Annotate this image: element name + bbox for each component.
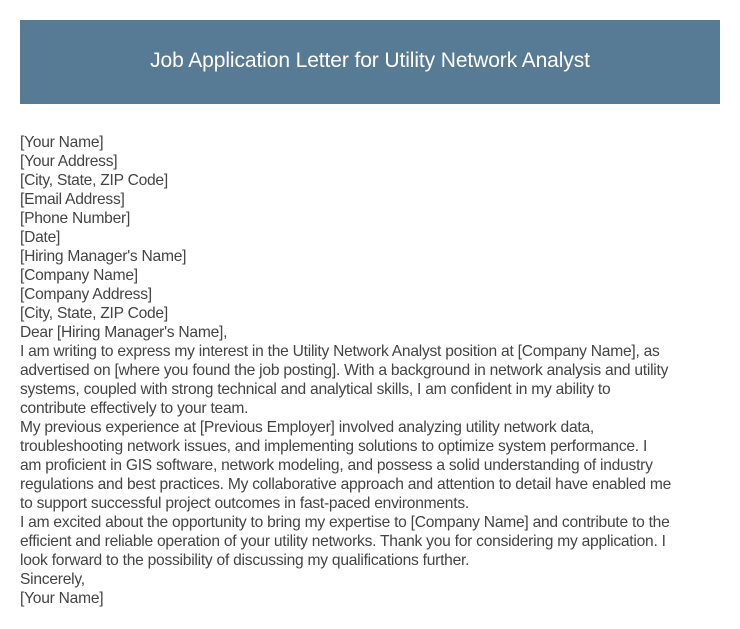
sender-email: [Email Address]: [20, 191, 125, 208]
page-header: [20, 20, 720, 104]
sender-city-state-zip: [City, State, ZIP Code]: [20, 172, 168, 189]
sender-name: [Your Name]: [20, 134, 104, 151]
paragraph-line: troubleshooting network issues, and implementing solutions to optimize system performance. I: [20, 438, 648, 455]
paragraph-line: advertised on [where you found the job posting]. With a background in network analysis and utility: [20, 362, 669, 379]
paragraph-line: My previous experience at [Previous Employer] involved analyzing utility network data,: [20, 419, 594, 436]
paragraph-line: I am excited about the opportunity to bring my expertise to [Company Name] and contribute to the: [20, 514, 670, 531]
paragraph-line: systems, coupled with strong technical and analytical skills, I am confident in my ability to: [20, 381, 611, 398]
paragraph-line: contribute effectively to your team.: [20, 400, 249, 417]
paragraph-line: efficient and reliable operation of your utility networks. Thank you for considering my application. I: [20, 533, 666, 550]
paragraph-line: to support successful project outcomes in fast-paced environments.: [20, 495, 469, 512]
paragraph-line: regulations and best practices. My collaborative approach and attention to detail have enabled me: [20, 476, 672, 493]
letter-date: [Date]: [20, 229, 61, 246]
paragraph-line: look forward to the possibility of discussing my qualifications further.: [20, 552, 470, 569]
paragraph-experience: [20, 418, 725, 513]
signature: [Your Name]: [20, 590, 104, 607]
letter-body: [20, 133, 725, 608]
recipient-hiring-manager: [Hiring Manager's Name]: [20, 248, 187, 265]
paragraph-line: am proficient in GIS software, network modeling, and possess a solid understanding of industry: [20, 457, 653, 474]
recipient-company-name: [Company Name]: [20, 267, 138, 284]
closing: Sincerely,: [20, 571, 85, 588]
sender-phone: [Phone Number]: [20, 210, 131, 227]
salutation: Dear [Hiring Manager's Name],: [20, 324, 228, 341]
recipient-city-state-zip: [City, State, ZIP Code]: [20, 305, 168, 322]
paragraph-closing: [20, 513, 725, 570]
sender-block: [20, 133, 725, 247]
sender-address: [Your Address]: [20, 153, 118, 170]
paragraph-intro: [20, 342, 725, 418]
paragraph-line: I am writing to express my interest in the Utility Network Analyst position at [Company Name], as: [20, 343, 660, 360]
recipient-company-address: [Company Address]: [20, 286, 152, 303]
page-title: Job Application Letter for Utility Network Analyst: [150, 49, 590, 72]
recipient-block: [20, 247, 725, 323]
